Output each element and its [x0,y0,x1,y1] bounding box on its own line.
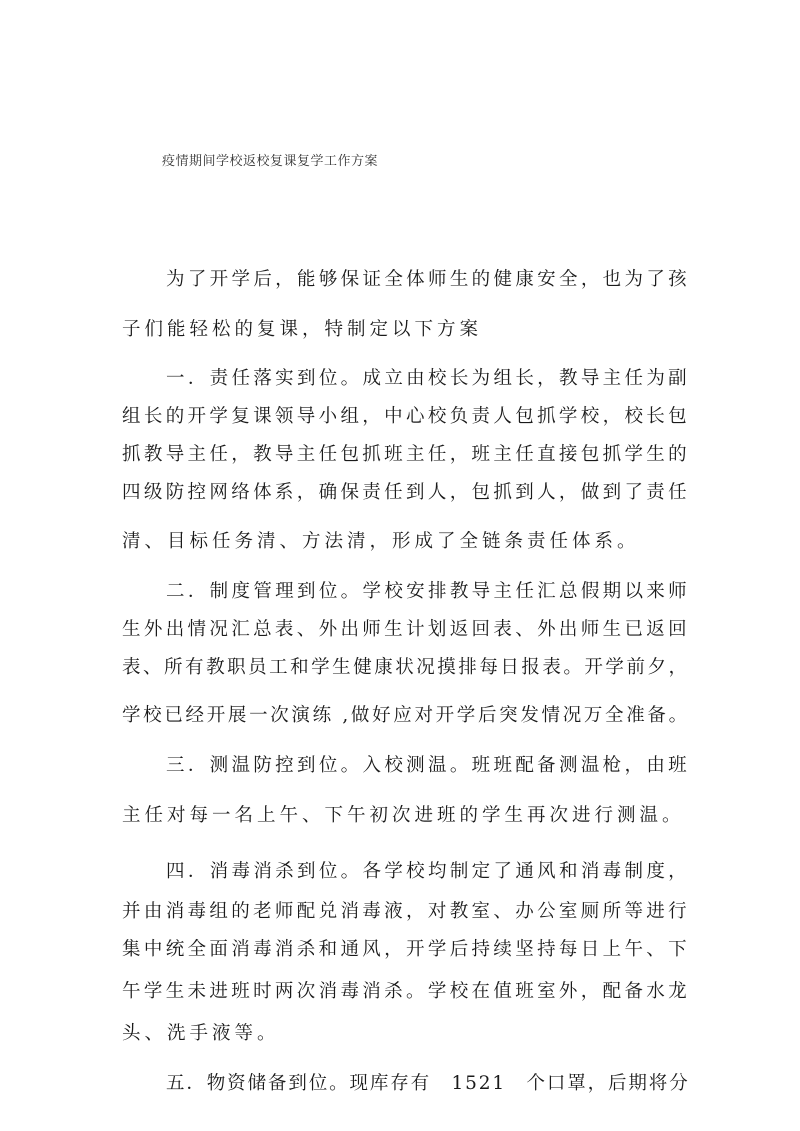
line-text: 子们能轻松的复课，特制定以下方案 [122,319,483,340]
line-text: 集中统全面消毒消杀和通风，开学后持续坚持每日上午、下 [122,939,691,960]
line-text: 并由消毒组的老师配兑消毒液，对教室、办公室厕所等进行 [122,901,691,922]
line-text: 四．消毒消杀到位。各学校均制定了通风和消毒制度， [166,861,691,882]
line-text: 二．制度管理到位。学校安排教导主任汇总假期以来师 [166,581,691,602]
line-text: 学校已经开展一次演练 ,做好应对开学后突发情况万全准备。 [122,705,690,726]
line-text: 抓教导主任，教导主任包抓班主任，班主任直接包抓学生的 [122,444,691,465]
line-text: 头、洗手液等。 [122,1023,280,1044]
line-text: 四级防控网络体系，确保责任到人，包抓到人，做到了责任 [122,482,691,503]
line-text: 表、所有教职员工和学生健康状况摸排每日报表。开学前夕， [122,657,690,678]
line-text: 一．责任落实到位。成立由校长为组长，教导主任为副 [166,368,691,389]
line-text: 午学生未进班时两次消毒消杀。学校在值班室外，配备水龙 [122,981,691,1002]
line-text: 生外出情况汇总表、外出师生计划返回表、外出师生已返回 [122,619,691,640]
line-text: 组长的开学复课领导小组，中心校负责人包抓学校，校长包 [122,406,691,427]
line-text: 三．测温防控到位。入校测温。班班配备测温枪，由班 [166,755,691,776]
line-text: 清、目标任务清、方法清，形成了全链条责任体系。 [122,531,640,552]
line-text: 主任对每一名上午、下午初次进班的学生再次进行测温。 [122,805,685,826]
document-title: 疫情期间学校返校复课复学工作方案 [162,154,379,169]
line-text: 五．物资储备到位。现库存有 1521 个口罩，后期将分 [166,1073,690,1094]
line-text: 为了开学后，能够保证全体师生的健康安全，也为了孩 [166,269,691,290]
